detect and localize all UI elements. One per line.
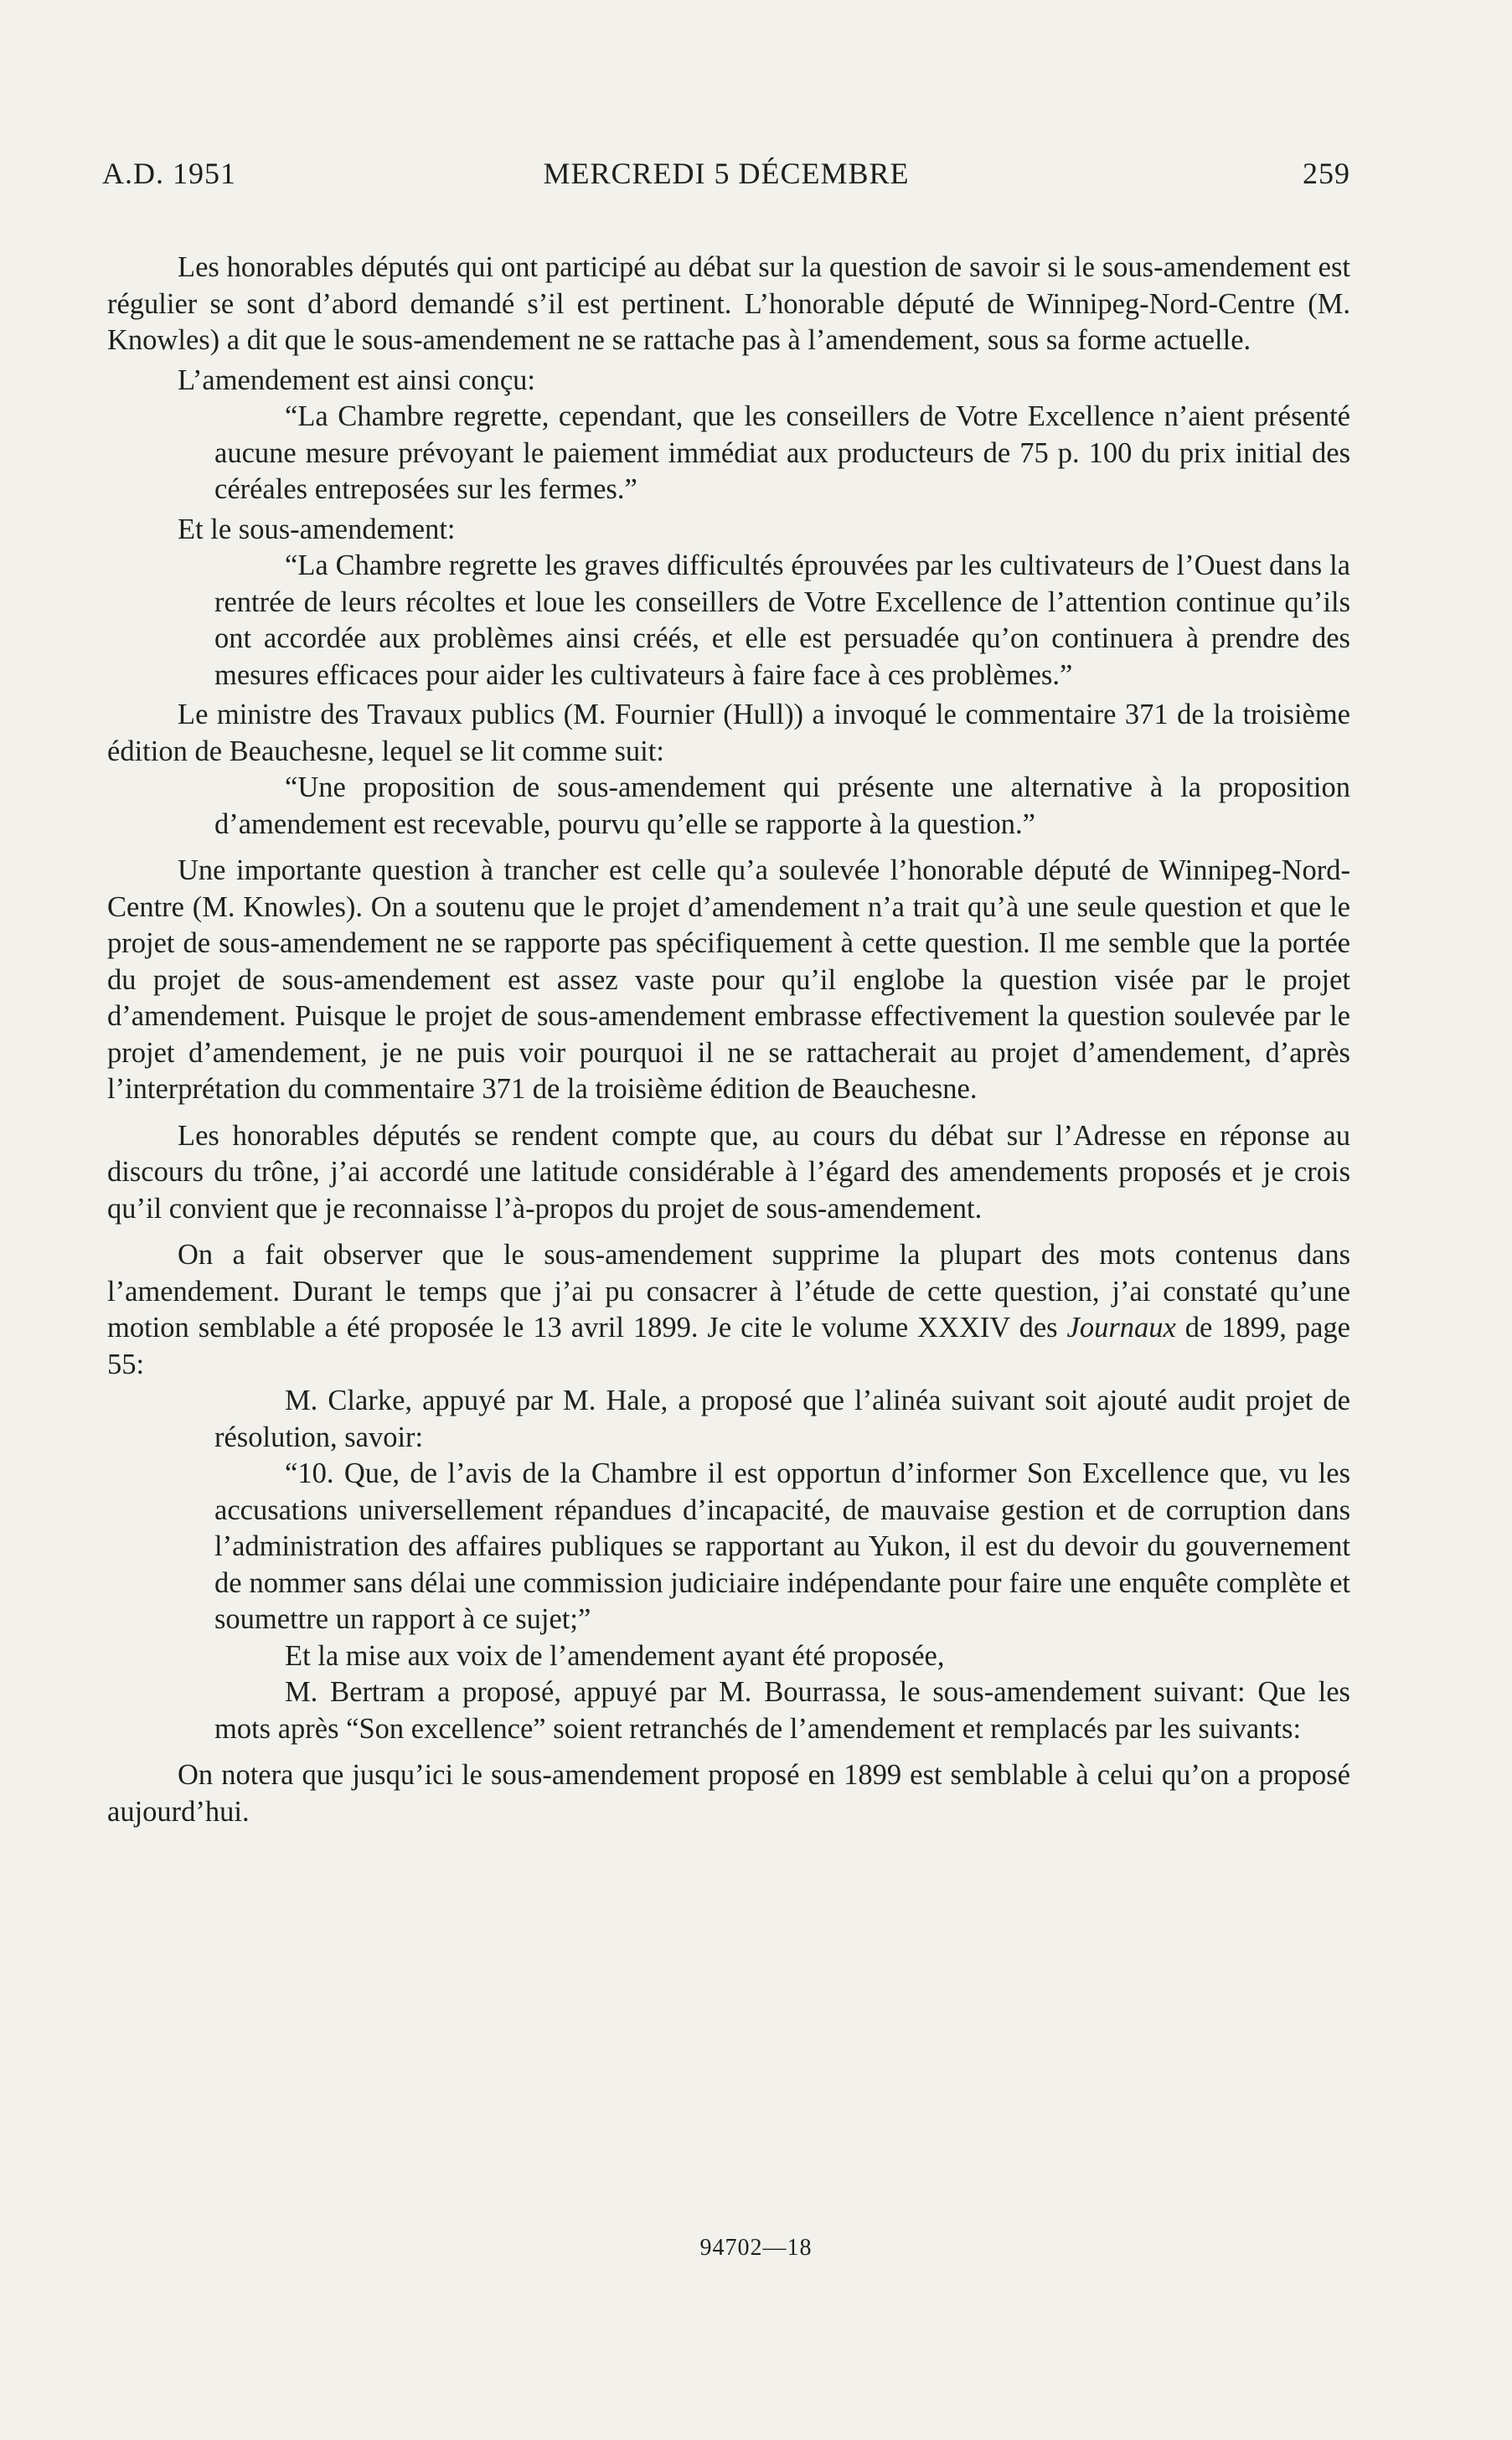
paragraph-minister: Le ministre des Travaux publics (M. Fournier (Hull)) a invoqué le commentaire 371 de la troisième édition de Beauchesne, lequel se lit comme suit: — [107, 699, 1350, 767]
journaux-title: Journaux — [1066, 1312, 1176, 1344]
header-date: MERCREDI 5 DÉCEMBRE — [543, 157, 910, 190]
page-body — [107, 250, 1350, 1830]
paragraph-latitude: Les honorables députés se rendent compte que, au cours du débat sur l’Adresse en réponse au discours du trône, j’ai accordé une latitude considérable à l’égard des amendements proposés et je crois qu’il convient que je reconnaisse l’à-propos du projet de sous-amendement. — [107, 1119, 1350, 1225]
header-year: A.D. 1951 — [102, 157, 236, 190]
quote-subamendment: “La Chambre regrette les graves difficultés éprouvées par les cultivateurs de l’Ouest dans la rentrée de leurs récoltes et loue les conseillers de Votre Excellence de l’attention continue qu’ils ont accordée aux problèmes ainsi créés, et elle est persuadée qu’on continuera à prendre des mesures efficaces pour aider les cultivateurs à faire face à ces problèmes.” — [214, 549, 1350, 691]
quote-bertram: M. Bertram a proposé, appuyé par M. Bourrassa, le sous-amendement suivant: Que les mots après “Son excellence” soient retranchés de l’amendement et remplacés par les suivants: — [214, 1676, 1350, 1745]
page-number: 259 — [1303, 157, 1350, 190]
print-code: 94702—18 — [699, 2235, 813, 2261]
paragraph-1: Les honorables députés qui ont participé au débat sur la question de savoir si le sous-amendement est régulier se sont d’abord demandé s’il est pertinent. L’honorable député de Winnipeg-Nord-Centre (M. Knowles) a dit que le sous-amendement ne se rattache pas à l’amendement, sous sa forme actuelle. — [107, 251, 1350, 356]
page-header — [102, 156, 1350, 198]
paragraph-1899-tail: de 1899, page 55: — [107, 1312, 1350, 1380]
quote-resolution-10: “10. Que, de l’avis de la Chambre il est opportun d’informer Son Excellence que, vu les accusations universellement répandues d’incapacité, de mauvaise gestion et de corruption dans l’administration des affaires publiques se rapportant au Yukon, il est du devoir du gouvernement de nommer sans délai une commission judiciaire indépendante pour faire une enquête complète et soumettre un rapport à ce sujet;” — [214, 1457, 1350, 1635]
quote-clarke: M. Clarke, appuyé par M. Hale, a proposé que l’alinéa suivant soit ajouté audit projet de résolution, savoir: — [214, 1385, 1350, 1453]
paragraph-question: Une importante question à trancher est celle qu’a soulevée l’honorable député de Winnipeg-Nord-Centre (M. Knowles). On a soutenu que le projet d’amendement n’a trait qu’à une seule question et que le projet de sous-amendement ne se rapporte pas spécifiquement à cette question. Il me semble que la portée du projet de sous-amendement est assez vaste pour qu’il englobe la question visée par le projet d’amendement. Puisque le projet de sous-amendement embrasse effectivement la question soulevée par le projet d’amendement, je ne puis voir pourquoi il ne se rattacherait au projet d’amendement, d’après l’interprétation du commentaire 371 de la troisième édition de Beauchesne. — [107, 854, 1350, 1105]
quote-beauchesne: “Une proposition de sous-amendement qui présente une alternative à la proposition d’amendement est recevable, pourvu qu’elle se rapporte à la question.” — [214, 771, 1350, 840]
paragraph-subamendment-intro: Et le sous-amendement: — [178, 513, 456, 545]
paragraph-1899 — [107, 1237, 1350, 1383]
quote-amendment: “La Chambre regrette, cependant, que les conseillers de Votre Excellence n’aient présenté aucune mesure prévoyant le paiement immédiat aux producteurs de 75 p. 100 du prix initial des céréales entreposées sur les fermes.” — [214, 400, 1350, 505]
quote-vote: Et la mise aux voix de l’amendement ayant été proposée, — [285, 1639, 945, 1672]
paragraph-1899-text: On a fait observer que le sous-amendement supprime la plupart des mots contenus dans l’amendement. Durant le temps que j’ai pu consacrer à l’étude de cette question, j’ai constaté qu’une motion semblable a été proposée le 13 avril 1899. Je cite le volume XXXIV des — [107, 1239, 1350, 1344]
paragraph-amendment-intro: L’amendement est ainsi conçu: — [178, 364, 535, 396]
paragraph-conclusion: On notera que jusqu’ici le sous-amendement proposé en 1899 est semblable à celui qu’on a proposé aujourd’hui. — [107, 1759, 1350, 1828]
